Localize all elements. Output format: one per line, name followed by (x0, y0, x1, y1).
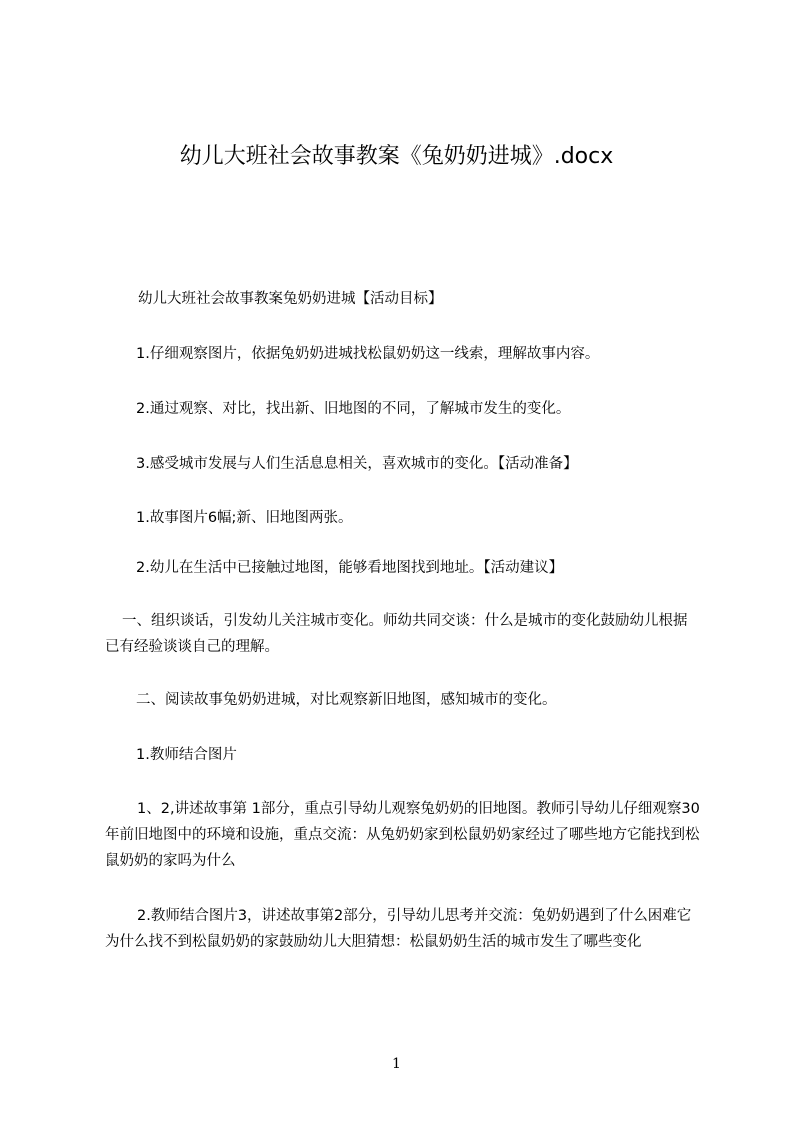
paragraph-prep-1: 1.故事图片6幅;新、旧地图两张。 (136, 510, 353, 526)
document-title: 幼儿大班社会故事教案《兔奶奶进城》.docx (179, 144, 614, 169)
paragraph-goal-2: 2.通过观察、对比，找出新、旧地图的不同，了解城市发生的变化。 (136, 401, 571, 417)
paragraph-step-1: 1.教师结合图片 (136, 747, 237, 763)
paragraph-section-1: 一、组织谈话，引发幼儿关注城市变化。师幼共同交谈：什么是城市的变化鼓励幼儿根据已有经验谈谈自己的理解。 (105, 613, 688, 655)
page-number: 1 (392, 1056, 401, 1072)
paragraph-goal-3: 3.感受城市发展与人们生活息息相关，喜欢城市的变化。【活动准备】 (136, 456, 578, 472)
paragraph-prep-2: 2.幼儿在生活中已接触过地图，能够看地图找到地址。【活动建议】 (136, 560, 564, 576)
paragraph-step-2: 2.教师结合图片3，讲述故事第2部分，引导幼儿思考并交流：兔奶奶遇到了什么困难它为什么找不到松鼠奶奶的家鼓励幼儿大胆猜想：松鼠奶奶生活的城市发生了哪些变化 (105, 908, 692, 950)
paragraph-goal-1: 1.仔细观察图片，依据兔奶奶进城找松鼠奶奶这一线索，理解故事内容。 (136, 346, 600, 362)
paragraph-step-1-detail: 1、2,讲述故事第 1部分，重点引导幼儿观察兔奶奶的旧地图。教师引导幼儿仔细观察30年前旧地图中的环境和设施，重点交流：从兔奶奶家到松鼠奶奶家经过了哪些地方它能找到松鼠奶奶的家吗为什么 (105, 801, 700, 869)
paragraph-section-2: 二、阅读故事兔奶奶进城，对比观察新旧地图，感知城市的变化。 (136, 692, 557, 708)
paragraph-activity-goals: 幼儿大班社会故事教案兔奶奶进城【活动目标】 (138, 291, 443, 307)
